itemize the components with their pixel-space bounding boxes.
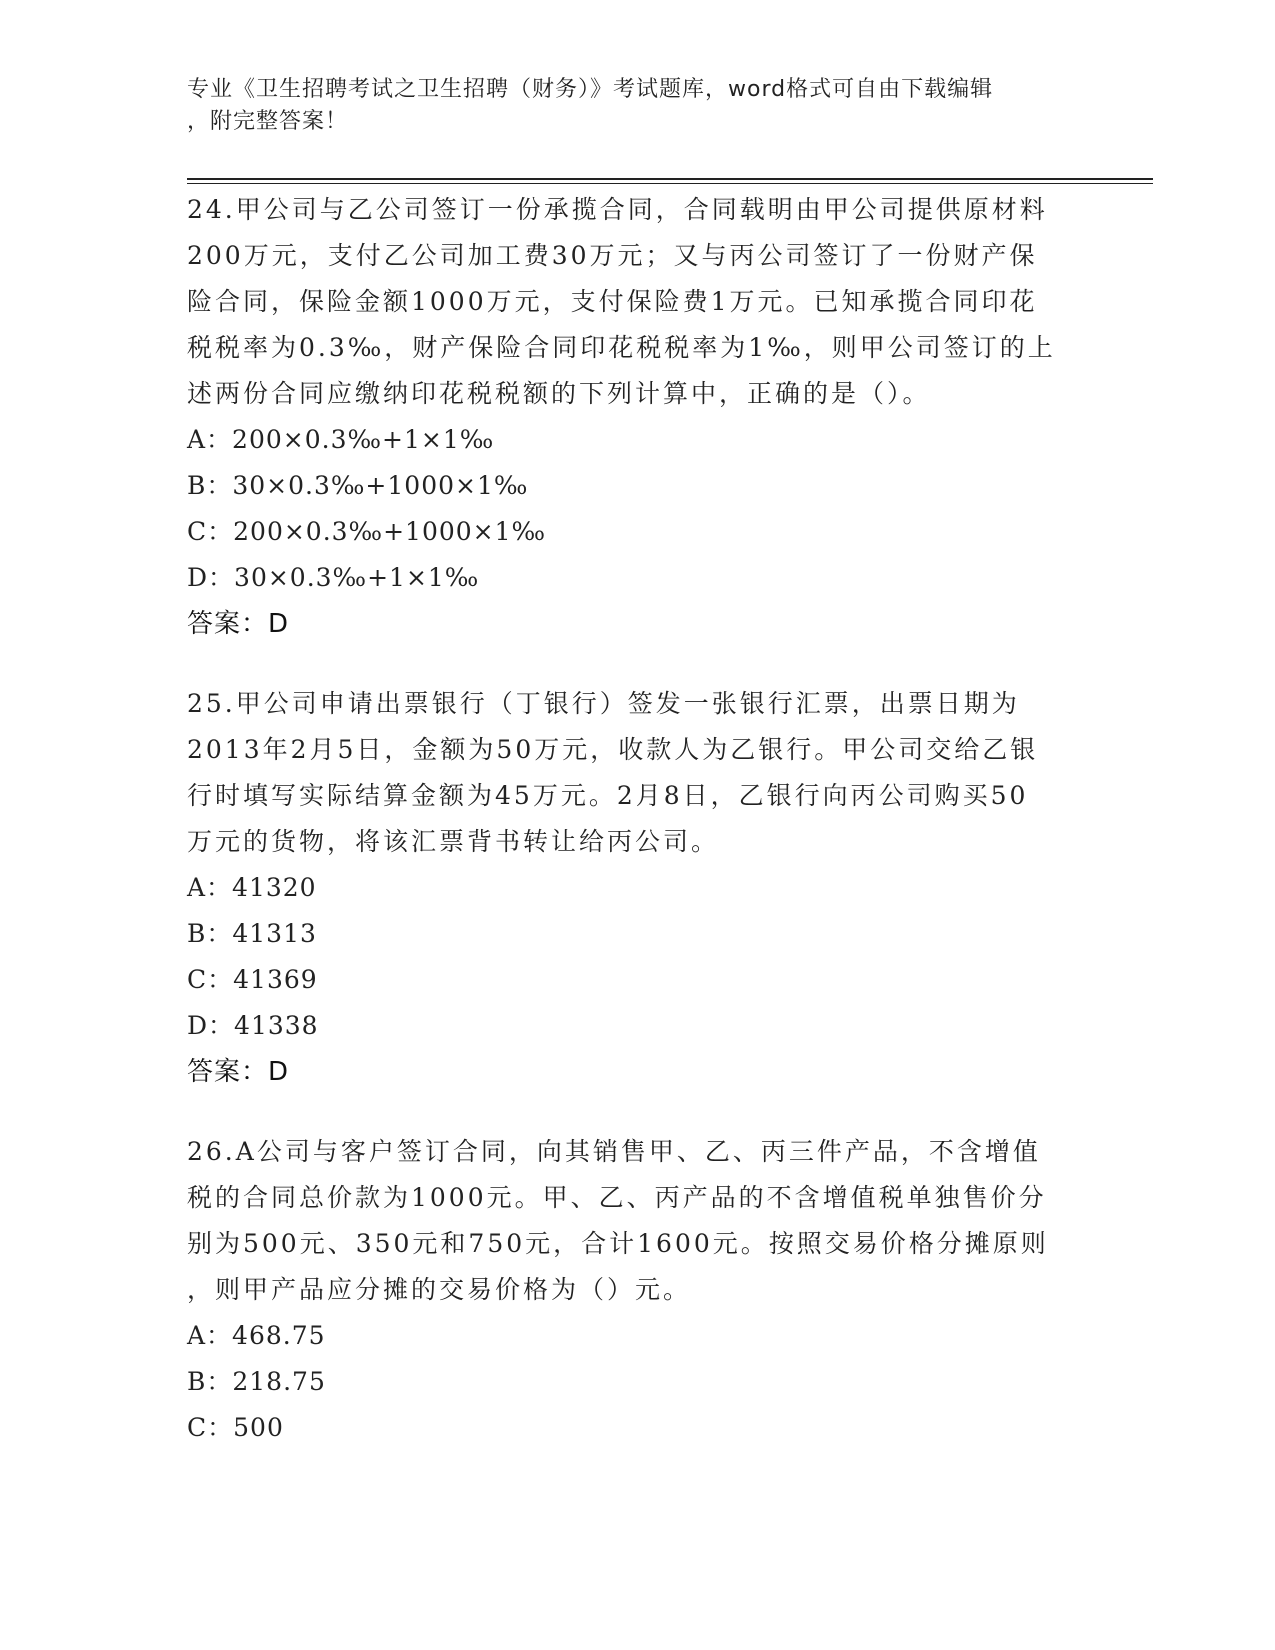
page-header [187, 74, 1067, 138]
question-stem-line: 200万元，支付乙公司加工费30万元；又与丙公司签订了一份财产保 [187, 241, 1038, 270]
question-stem-line: 万元的货物，将该汇票背书转让给丙公司。 [187, 827, 720, 856]
question-24 [187, 187, 1087, 647]
question-stem-line: 险合同，保险金额1000万元，支付保险费1万元。已知承揽合同印花 [187, 287, 1038, 316]
header-line-1: 专业《卫生招聘考试之卫生招聘（财务）》考试题库，word格式可自由下载编辑 [187, 77, 994, 102]
question-stem-line: 述两份合同应缴纳印花税税额的下列计算中，正确的是（）。 [187, 379, 931, 408]
option-a: A：41320 [187, 873, 317, 902]
question-stem-line: 行时填写实际结算金额为45万元。2月8日，乙银行向丙公司购买50 [187, 781, 1029, 810]
question-26 [187, 1129, 1087, 1451]
option-a: A：200×0.3‰+1×1‰ [187, 425, 495, 454]
answer-label: 答案：D [187, 1057, 290, 1087]
question-list [187, 187, 1087, 1485]
option-b: B：41313 [187, 919, 317, 948]
question-stem-line: 24.甲公司与乙公司签订一份承揽合同，合同载明由甲公司提供原材料 [187, 195, 1048, 224]
option-c: C：200×0.3‰+1000×1‰ [187, 517, 547, 546]
question-stem-line: 税的合同总价款为1000元。甲、乙、丙产品的不含增值税单独售价分 [187, 1183, 1047, 1212]
question-stem-line: 税税率为0.3‰，财产保险合同印花税税率为1‰，则甲公司签订的上 [187, 333, 1056, 362]
option-d: D：30×0.3‰+1×1‰ [187, 563, 480, 592]
question-25 [187, 681, 1087, 1095]
option-d: D：41338 [187, 1011, 319, 1040]
question-stem-line: ，则甲产品应分摊的交易价格为（）元。 [187, 1275, 692, 1304]
option-a: A：468.75 [187, 1321, 326, 1350]
answer-label: 答案：D [187, 609, 290, 639]
option-c: C：500 [187, 1413, 284, 1442]
header-divider-thick [187, 178, 1153, 180]
option-b: B：30×0.3‰+1000×1‰ [187, 471, 529, 500]
header-divider-thin [187, 183, 1153, 184]
question-stem-line: 别为500元、350元和750元，合计1600元。按照交易价格分摊原则 [187, 1229, 1049, 1258]
question-stem-line: 25.甲公司申请出票银行（丁银行）签发一张银行汇票，出票日期为 [187, 689, 1020, 718]
option-b: B：218.75 [187, 1367, 326, 1396]
question-stem-line: 2013年2月5日，金额为50万元，收款人为乙银行。甲公司交给乙银 [187, 735, 1039, 764]
option-c: C：41369 [187, 965, 318, 994]
header-line-2: ，附完整答案！ [187, 109, 349, 134]
question-stem-line: 26.A公司与客户签订合同，向其销售甲、乙、丙三件产品，不含增值 [187, 1137, 1041, 1166]
